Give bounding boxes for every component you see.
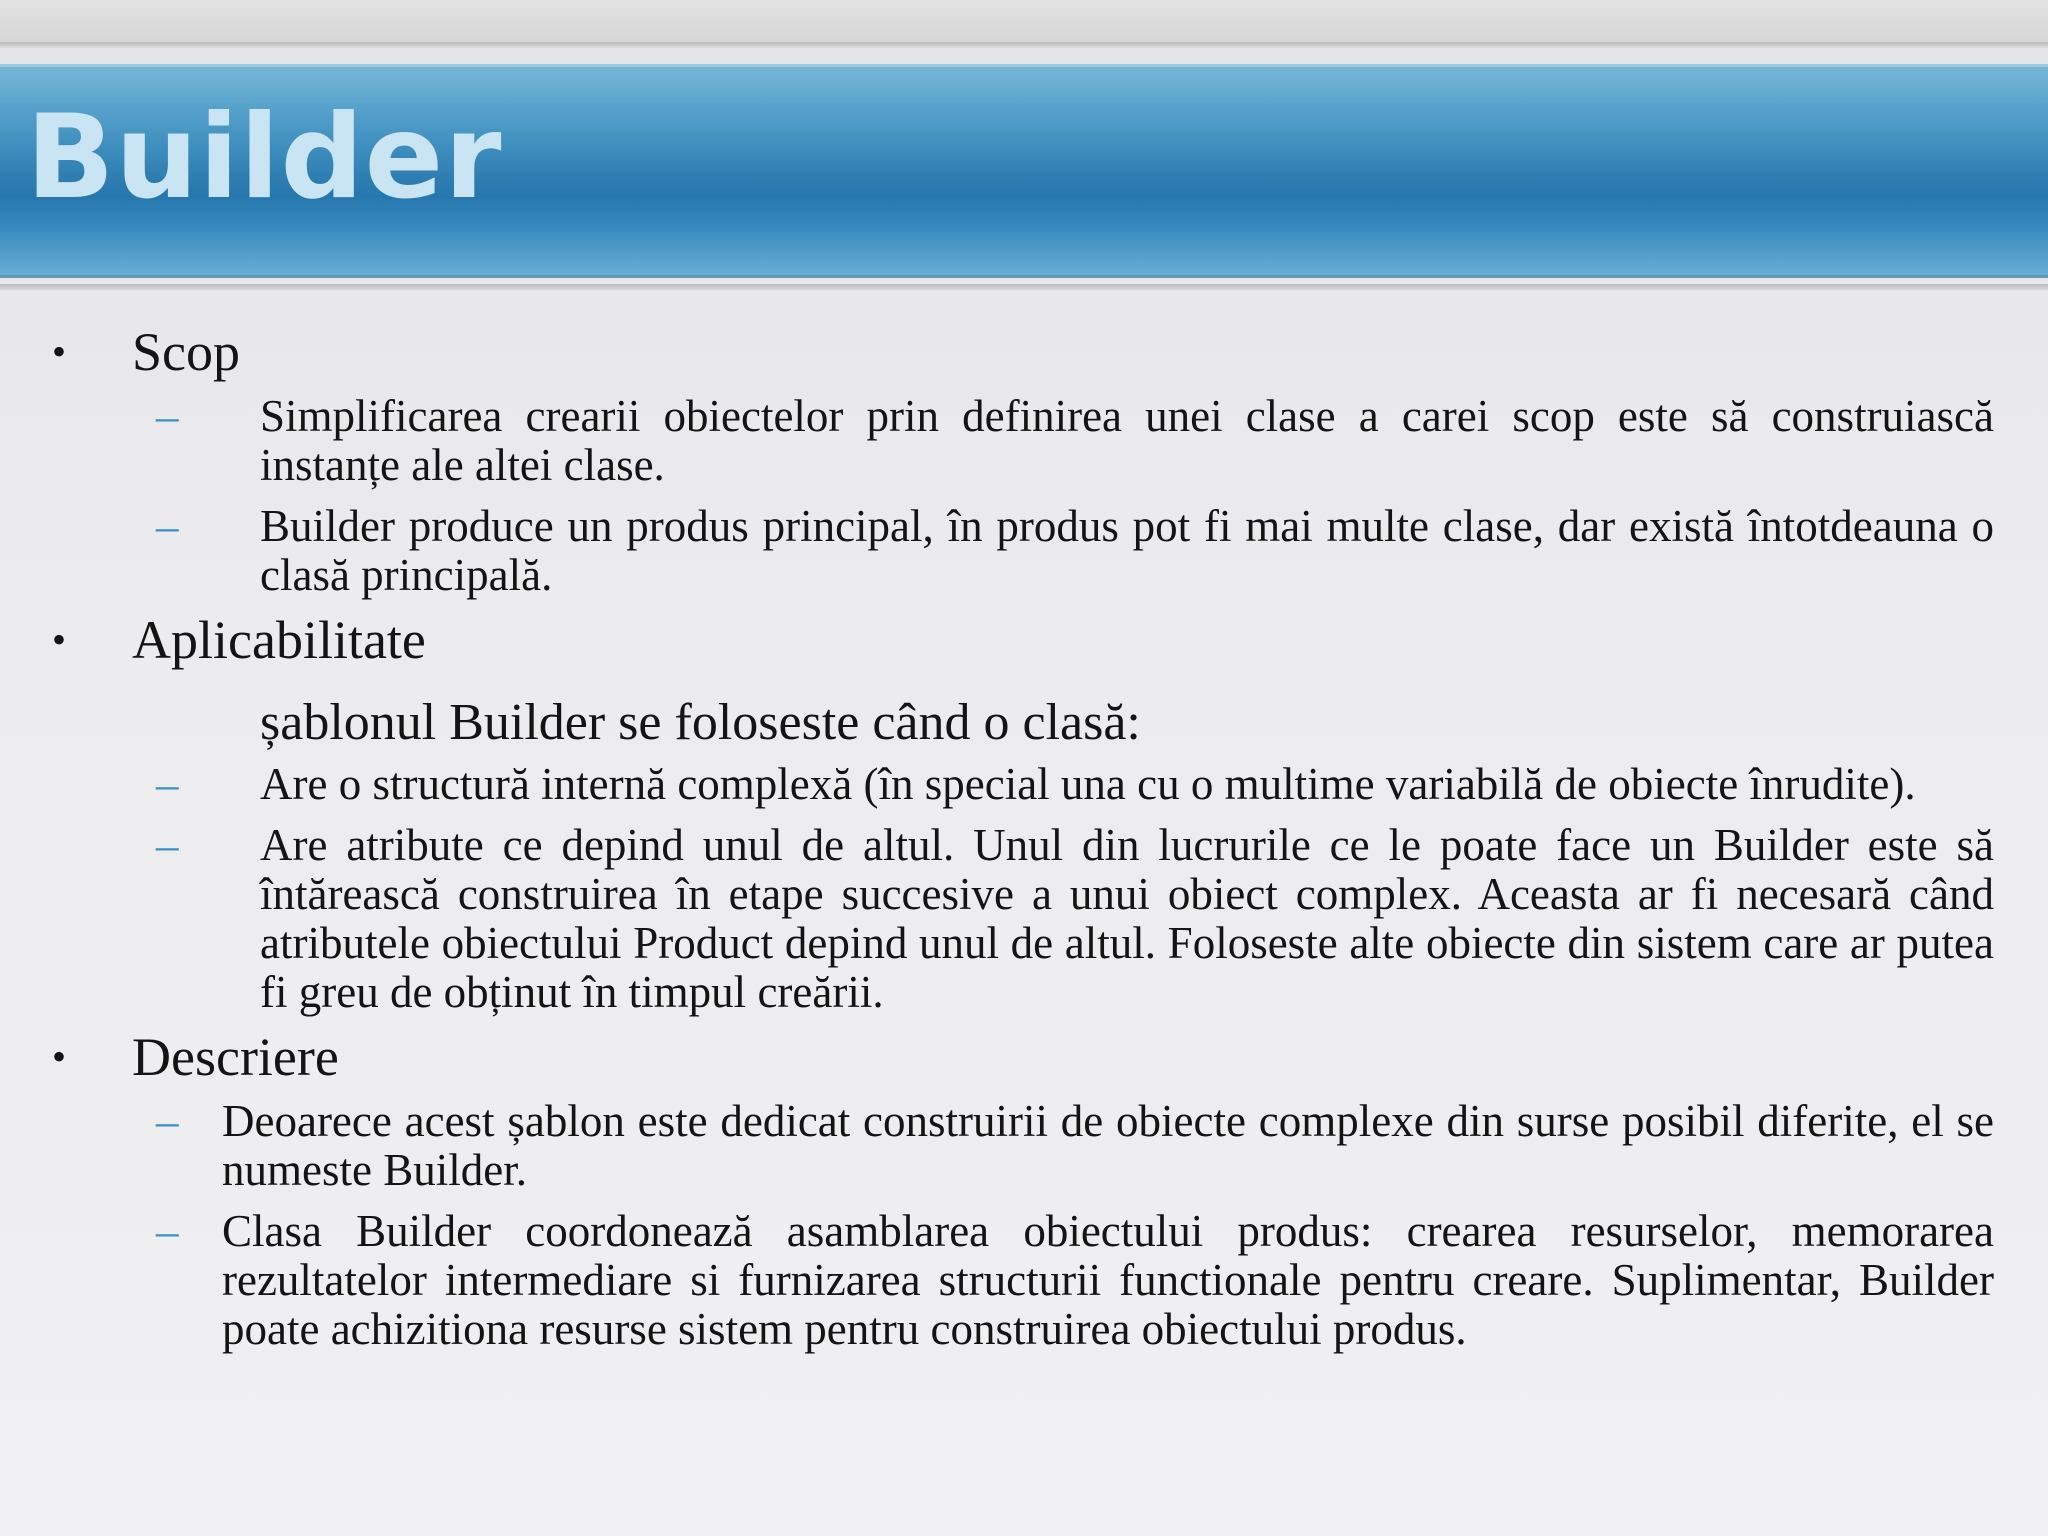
list-item	[0, 1207, 2048, 1354]
bullet-marker: •	[52, 329, 67, 374]
bullet-marker: •	[52, 617, 67, 662]
dash-marker: –	[156, 391, 179, 441]
section-heading-text: Descriere	[132, 1027, 339, 1087]
section-heading-scop	[0, 322, 2048, 382]
top-rule	[0, 42, 2048, 48]
bullet-marker: •	[52, 1034, 67, 1079]
dash-marker: –	[156, 1206, 179, 1256]
list-item	[0, 392, 2048, 490]
list-item-text: Clasa Builder coordonează asamblarea obiectului produs: crearea resurselor, memorarea rezultatelor intermediare si furnizarea structurii functionale pentru creare. Suplimentar, Builder poate achizitiona resurse sistem pentru construirea obiectului produs.	[222, 1206, 1994, 1354]
list-item-text: Simplificarea crearii obiectelor prin definirea unei clase a carei scop este să construiască instanțe ale altei clase.	[260, 391, 1994, 490]
list-item	[0, 502, 2048, 600]
section-heading-text: Aplicabilitate	[132, 610, 426, 670]
dash-marker: –	[156, 1096, 179, 1146]
list-item-text: Deoarece acest șablon este dedicat construirii de obiecte complexe din surse posibil diferite, el se numeste Builder.	[222, 1096, 1994, 1195]
section-heading-descriere	[0, 1027, 2048, 1087]
section-intro: șablonul Builder se foloseste când o clasă:	[260, 694, 1141, 751]
dash-marker: –	[156, 759, 179, 809]
list-item	[0, 760, 2048, 809]
dash-marker: –	[156, 501, 179, 551]
bottom-rule	[0, 284, 2048, 290]
list-item-text: Are atribute ce depind unul de altul. Unul din lucrurile ce le poate face un Builder este să întărească construirea în etape succesive a unui obiect complex. Aceasta ar fi necesară când atributele obiectului Product depind unul de altul. Foloseste alte obiecte din sistem care ar putea fi greu de obținut în timpul creării.	[260, 820, 1994, 1017]
list-item	[0, 821, 2048, 1017]
section-heading-text: Scop	[132, 322, 240, 382]
list-item-text: Builder produce un produs principal, în produs pot fi mai multe clase, dar există întotdeauna o clasă principală.	[260, 501, 1994, 600]
list-item	[0, 1097, 2048, 1195]
section-heading-aplicabilitate	[0, 610, 2048, 670]
slide-title: Builder	[26, 90, 503, 225]
slide-content	[0, 322, 2048, 1354]
list-item-text: Are o structură internă complexă (în special una cu o multime variabilă de obiecte înrudite).	[260, 759, 1916, 809]
dash-marker: –	[156, 820, 179, 870]
top-strip	[0, 0, 2048, 42]
